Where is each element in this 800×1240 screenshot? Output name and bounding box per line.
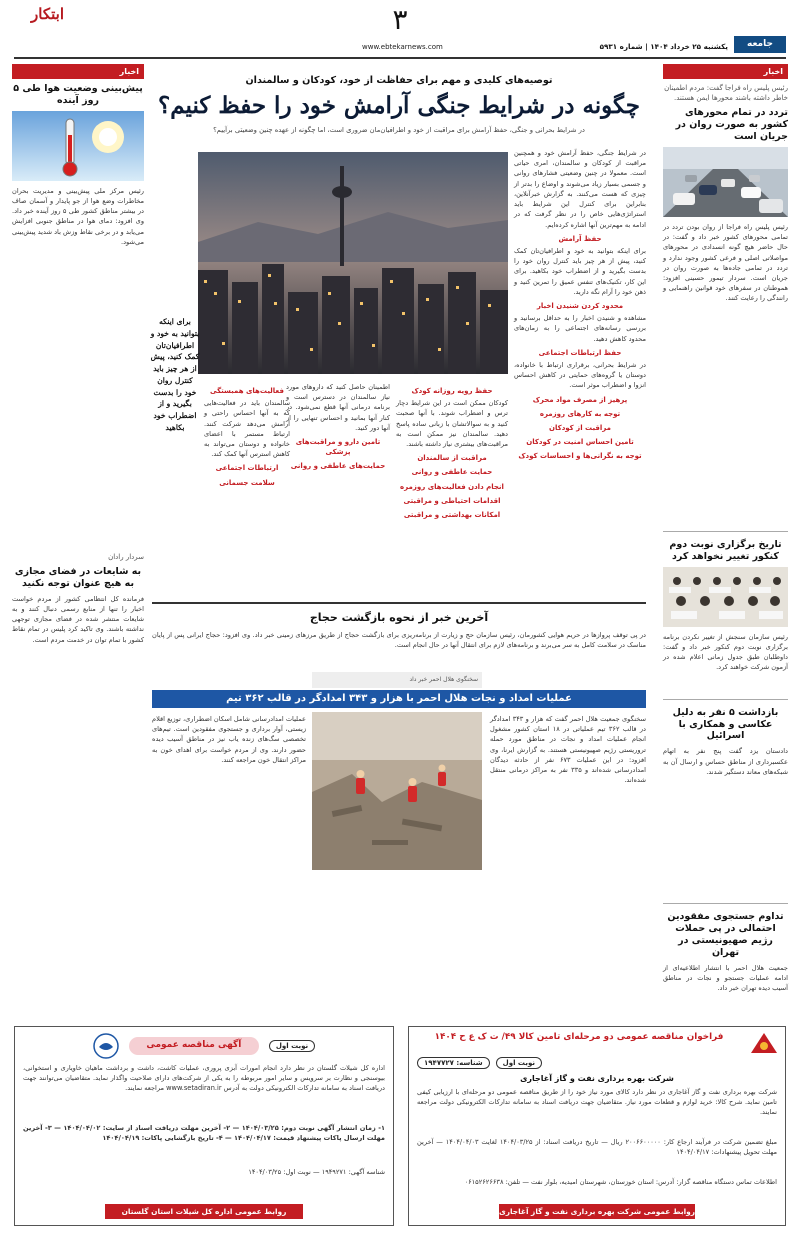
story-body: در پی توقف پروازها در حریم هوایی کشورمان، رئیس سازمان حج و زیارت از برنامه‌ریزی برای بازگشت حجاج از طریق مرزهای زمینی خبر داد. وی افزود: حجاج ایرانی پس از پایان مناسک در سلامت کامل به سر می‌برند و برنامه‌های لازم برای انتقال آنها در حال انجام است. — [152, 630, 646, 650]
photo-caption: سخنگوی هلال احمر خبر داد — [312, 672, 482, 688]
subheading: اقدامات احتیاطی و مراقبتی — [403, 496, 501, 505]
subheading: توجه به نگرانی‌ها و احساسات کودک — [518, 452, 642, 461]
story-body: سخنگوی جمعیت هلال احمر گفت که هزار و ۳۴۳ امدادگر در قالب ۳۶۲ تیم عملیاتی در ۱۸ استان کشور مشغول انجام عملیات امداد و نجات در مناطق مورد حمله تروریستی رژیم صهیونیستی هستند. به گزارش ایرنا، وی افزود: در این عملیات ۶۷۳ نفر از حادثه دیدگان امدادرسانی شده‌اند و ۳۳۵ نفر به مراکز درمانی منتقل شده‌اند. — [490, 715, 646, 785]
highway-traffic-image — [663, 147, 788, 217]
article-kicker: توصیه‌های کلیدی و مهم برای حفاظت از خود، کودکان و سالمندان — [245, 75, 553, 86]
divider — [663, 699, 788, 700]
weather-photo — [12, 111, 144, 181]
subheading: ارتباطات اجتماعی — [215, 464, 279, 473]
traffic-photo — [663, 147, 788, 217]
right-sidebar — [663, 64, 788, 1053]
story-author: سردار رادان — [108, 552, 144, 561]
left-sidebar — [12, 64, 144, 952]
ad-body: اداره کل شیلات گلستان در نظر دارد انجام امورات آبزی پروری، عملیات کاشت، داشت و برداشت ماهیان خاویاری و استخوانی، بیوسنجی و نظارت بر سرویس و سایر امور مربوطه را به یکی از شرکت‌های دارای صلاحیت واگذار نماید. متقاضیان می‌توانند جهت دریافت اسناد به سامانه تدارکات الکترونیکی دولت به آدرس www.setadiran.ir مراجعه نمایند. — [23, 1064, 385, 1093]
section-label: جامعه — [734, 36, 786, 53]
hajj-news — [152, 602, 646, 676]
subheading: انجام دادن فعالیت‌های روزمره — [400, 482, 504, 491]
story-body: فرمانده کل انتظامی کشور از مردم خواست اخبار را تنها از منابع رسمی دنبال کنند و به شایعات منتشر شده در فضای مجازی توجهی نداشته باشند. وی تاکید کرد پلیس در تمام نقاط کشور با تمام توان در خدمت مردم است. — [12, 594, 144, 644]
article-headline: چگونه در شرایط جنگی آرامش خود را حفظ کنیم؟ — [158, 91, 640, 119]
story-title: آخرین خبر از نحوه بازگشت حجاج — [309, 611, 489, 624]
subheading: حفظ رویه روزانه کودک — [411, 387, 493, 395]
fisheries-logo-icon — [93, 1033, 119, 1059]
ad-ref-number: شناسه: ۱۹۴۷۷۲۷ — [417, 1057, 490, 1069]
story-banner: عملیات امداد و نجات هلال احمر با هزار و ۳۴۳ امدادگر در قالب ۳۶۲ تیم — [152, 690, 646, 708]
paragraph: در شرایط بحرانی، برقراری ارتباط با خانواده، دوستان یا گروه‌های حمایتی در کاهش احساس انزوا و اضطراب موثر است. — [514, 360, 646, 390]
tender-ad-fisheries — [14, 1026, 394, 1226]
newspaper-logo: ابتکار — [31, 5, 64, 23]
ad-title: فراخوان مناقصه عمومی دو مرحله‌ای تامین کالا ۴۹/ ت ک ع ح ۱۴۰۴ — [434, 1032, 724, 1042]
ad-contact: اطلاعات تماس دستگاه مناقصه گزار: آدرس: استان خوزستان، شهرستان امیدیه، بلوار نفت — تلفن: ۰۶۱۵۲۶۲۶۶۳۸ — [464, 1177, 777, 1186]
story-title: تاریخ برگزاری نوبت دوم کنکور تغییر نخواهد کرد — [669, 538, 782, 562]
city-skyline-image — [198, 152, 508, 374]
ad-id-line: شناسه آگهی: ۱۹۴۹۲۷۱ — نوبت اول: ۱۴۰۴/۰۳/۲۵ — [248, 1168, 385, 1176]
article-column-1 — [514, 148, 646, 660]
story-title: تردد در تمام محورهای کشور به صورت روان در جریان است — [675, 107, 788, 143]
paragraph: سالمندان باید در فعالیت‌هایی که به آنها احساس راحتی و آرامش می‌دهد شرکت کنند. ارتباط مستمر با اعضای خانواده و دوستان می‌تواند به کاهش استرس آنها کمک کند. — [204, 399, 290, 459]
subheading: مراقبت از کودکان — [549, 423, 611, 432]
story-body: رئیس پلیس راه فراجا از روان بودن تردد در تمامی محورهای کشور خبر داد و گفت: در حال حاضر هیچ گونه انسدادی در محورهای مواصلاتی اصلی و فرعی کشور وجود ندارد و تردد در تمامی جاده‌ها به صورت روان در جریان است. سردار تیمور حسینی افزود: هموطنان در سفرهای خود قوانین راهنمایی و رانندگی را رعایت کنند. — [663, 222, 788, 303]
subheading: امکانات بهداشتی و مراقبتی — [403, 510, 501, 519]
issue-date-line: یکشنبه ۲۵ خرداد ۱۴۰۴ | شماره ۵۹۳۱ — [599, 42, 728, 51]
sidebar-label: اخبار — [663, 64, 788, 79]
paragraph: مشاهده و شنیدن اخبار را به حداقل برسانید و بررسی رسانه‌های اجتماعی را به زمان‌های محدود کاهش دهید. — [514, 314, 646, 343]
story-body: جمعیت هلال احمر با انتشار اطلاعیه‌ای از ادامه عملیات جستجو و نجات در مناطق آسیب دیده تهران خبر داد. — [663, 963, 788, 993]
subheading: توجه به کارهای روزمره — [539, 409, 621, 418]
exam-hall-image — [663, 567, 788, 627]
story-lead: رئیس پلیس راه فراجا گفت: مردم اطمینان خاطر داشته باشند محورها ایمن هستند. — [664, 84, 788, 103]
page-number: ۳ — [392, 3, 408, 36]
subheading: حمایت عاطفی و روانی — [411, 468, 493, 477]
subheading: حمایت‌های عاطفی و روانی — [290, 462, 386, 471]
heat-thermometer-image — [12, 111, 144, 181]
story-body: رئیس سازمان سنجش از تغییر نکردن برنامه برگزاری نوبت دوم کنکور خبر داد و گفت: داوطلبان طبق جدول زمانی اعلام شده در آزمون شرکت خواهند کرد. — [663, 632, 788, 672]
story-title: پیش‌بینی وضعیت هوا طی ۵ روز آینده — [13, 83, 143, 106]
paragraph: کودکان ممکن است در این شرایط دچار ترس و اضطراب شوند. با آنها صحبت کنید و به سوالاتشان با زبانی ساده پاسخ دهید. سالمندان نیز ممکن است به مراقبت‌های بیشتری نیاز داشته باشند. — [396, 399, 508, 449]
article-lede: در شرایط بحرانی و جنگی، حفظ آرامش برای مراقبت از خود و اطرافیان‌مان ضروری است، اما چگونه از عهده چنین وضعیتی برآییم؟ — [213, 125, 585, 134]
divider — [663, 903, 788, 904]
ad-details: مبلغ تضمین شرکت در فرآیند ارجاع کار: ۲۰۰۶۶۰۰۰۰۰ ریال — تاریخ دریافت اسناد: از ۱۴۰۴/۰۳/۲۵ لغایت ۱۴۰۴/۰۴/۰۳ — آخرین مهلت تحویل پیشنهادات: ۱۴۰۴/۰۴/۱۷ — [417, 1137, 778, 1156]
subheading: سلامت جسمانی — [219, 478, 275, 487]
story-title: به شایعات در فضای مجازی به هیچ عنوان توجه نکنید — [14, 565, 142, 589]
ad-company: شرکت بهره برداری نفت و گاز آغاجاری — [520, 1074, 674, 1084]
sidebar-label: اخبار — [12, 64, 144, 79]
subheading: مراقبت از سالمندان — [417, 454, 487, 463]
subheading: محدود کردن شنیدن اخبار — [536, 301, 624, 310]
subheading: فعالیت‌های همبستگی — [210, 387, 284, 395]
divider — [663, 531, 788, 532]
paragraph: در شرایط جنگی، حفظ آرامش خود و همچنین مراقبت از کودکان و سالمندان، امری حیاتی است. معمولا در چنین وضعیتی فشارهای روانی و جسمی بسیار زیاد می‌شوند و اوضاع را بدتر از چیزی که هست می‌کنند. به گزارش خبرآنلاین، بنابراین برای کنترل این شرایط باید استراتژی‌هایی خاص را در نظر گرفت که در ادامه به مهم‌ترین آنها اشاره کرده‌ایم. — [514, 149, 646, 229]
ad-footer: روابط عمومی اداره کل شیلات استان گلستان — [105, 1204, 303, 1219]
subheading: حفظ ارتباطات اجتماعی — [538, 348, 622, 357]
ad-body: شرکت بهره برداری نفت و گاز آغاجاری در نظر دارد کالای مورد نیاز خود را از طریق مناقصه عمومی دو مرحله‌ای با ارزیابی کیفی تامین نماید. شرح کالا: خرید لوازم و قطعات مورد نیاز. متقاضیان جهت دریافت اسناد به سامانه تدارکات الکترونیکی دولت مراجعه نمایند. — [417, 1087, 777, 1117]
story-title: تداوم جستجوی مفقودین احتمالی در پی حملات رژیم صهیونیستی در تهران — [667, 911, 784, 958]
subheading: تامین دارو و مراقبت‌های پزشکی — [295, 438, 381, 457]
exam-photo — [663, 567, 788, 627]
ad-dates: ۱- زمان انتشار آگهی نوبت دوم: ۱۴۰۴/۰۳/۲۵ — ۲- آخرین مهلت دریافت اسناد از سایت: ۱۴۰۴/۰۴/۰۲ — ۳- آخرین مهلت ارسال پاکات پیشنهاد قیمت: ۱۴۰۴/۰۴/۱۷ — ۴- تاریخ بازگشایی پاکات: ۱۴۰۴/۰۴/۱۹ — [23, 1124, 386, 1143]
header-rule — [14, 57, 786, 59]
subheading: حفظ آرامش — [558, 234, 602, 243]
ad-footer: روابط عمومی شرکت بهره برداری نفت و گاز آغاجاری — [499, 1204, 695, 1219]
pull-quote-text: برای اینکه بتوانید به خود و اطرافیان‌تان کمک کنید، پیش از هر چیز باید کنترل روان خود را بدست بگیرید و از اضطراب خود بکاهید — [150, 317, 200, 432]
tender-ad-oil — [408, 1026, 786, 1226]
main-article — [150, 64, 646, 519]
advertisements — [14, 1026, 786, 1226]
subheading: پرهیز از مصرف مواد محرک — [532, 395, 628, 404]
tehran-night-photo — [198, 152, 508, 374]
article-column-2 — [396, 382, 508, 600]
website-url[interactable]: www.ebtekarnews.com — [362, 43, 443, 51]
story-body: دادستان یزد گفت پنج نفر به اتهام عکسبرداری از مناطق حساس و ارسال آن به شبکه‌های معاند دستگیر شدند. — [663, 747, 788, 776]
story-body: عملیات امدادرسانی شامل اسکان اضطراری، توزیع اقلام زیستی، آوار برداری و جستجوی مفقودین است. تیم‌های تخصصی سگ‌های زنده یاب نیز در مناطق آسیب دیده حضور دارند. وی از مردم خواست برای اهدای خون به مراکز انتقال خون مراجعه کنند. — [152, 715, 306, 764]
story-title: بازداشت ۵ نفر به دلیل عکاسی و همکاری با اسرائیل — [672, 706, 779, 742]
ad-ref-label: نوبت اول — [269, 1040, 315, 1052]
article-column-3 — [286, 382, 390, 600]
paragraph: برای اینکه بتوانید به خود و اطرافیان‌تان کمک کنید، پیش از هر چیز باید کنترل روان خود را بدست بگیرید و از اضطراب خود بکاهید. برای این کار، تکنیک‌های تنفس عمیق را تمرین کنید و ذهن خود را آرام نگه دارید. — [514, 246, 646, 296]
article-column-4 — [204, 382, 290, 600]
ad-title: آگهی مناقصه عمومی — [129, 1037, 259, 1054]
story-body: رئیس مرکز ملی پیش‌بینی و مدیریت بحران مخاطرات وضع هوا از جو پایدار و آسمان صاف در بیشتر مناطق کشور طی ۵ روز آینده خبر داد. وی افزود: دمای هوا در مناطق جنوبی افزایش می‌یابد و در برخی نقاط وزش باد شدید پیش‌بینی می‌شود. — [12, 186, 144, 246]
paragraph: اطمینان حاصل کنید که داروهای مورد نیاز سالمندان در دسترس است و برنامه درمانی آنها قطع نمی‌شود. در کنار آنها بمانید و احساس تنهایی را از آنها دور کنید. — [286, 383, 390, 432]
oil-company-logo-icon — [749, 1031, 779, 1055]
page-header — [0, 0, 800, 56]
ad-ref-label: نوبت اول — [496, 1057, 542, 1069]
subheading: تامین احساس امنیت در کودکان — [526, 438, 634, 446]
rescue-photo — [312, 712, 482, 870]
rubble-rescue-image — [312, 712, 482, 870]
